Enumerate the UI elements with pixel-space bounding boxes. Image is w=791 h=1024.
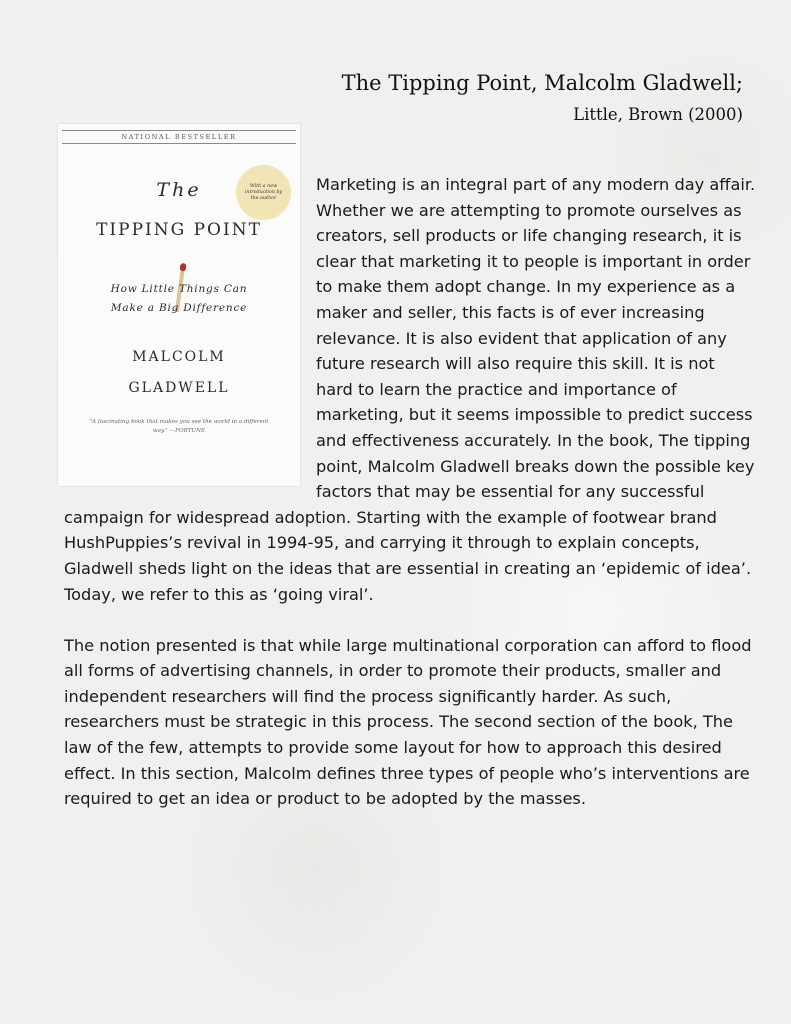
cover-float-spacer [64,172,316,492]
paragraph-1: Marketing is an integral part of any modern day affair. Whether we are attempting to promote ourselves as creators, sell products or life changing research, it is clear that marketing it to people is important in order to make them adopt change. In my experience as a maker and seller, this facts is of ever increasing relevance. It is also evident that application of any future research will also require this skill. It is not hard to learn the practice and importance of marketing, but it seems impossible to predict success and effectiveness accurately. In the book, The tipping point, Malcolm Gladwell breaks down the possible key factors that may be essential for any successful campaign for widespread adoption. Starting with the example of footwear brand HushPuppies’s revival in 1994-95, and carrying it through to explain concepts, Gladwell sheds light on the ideas that are essential in creating an ‘epidemic of idea’. Today, we refer to this as ‘going viral’. [64,175,756,604]
cover-author-last: GLADWELL [128,380,230,396]
cover-tagline-line1: How Little Things Can [110,283,248,295]
cover-bestseller-banner: NATIONAL BESTSELLER [62,130,296,144]
cover-quote: "A fascinating book that makes you see the world in a different way." —FORTUNE [89,419,269,434]
paragraph-2: The notion presented is that while large multinational corporation can afford to flood all forms of advertising channels, in order to promote their products, smaller and independent researchers will find the process significantly harder. As such, researchers must be strategic in this process. The second section of the book, The law of the few, attempts to provide some layout for how to approach this desired effect. In this section, Malcolm defines three types of people who’s interventions are required to get an idea or product to be adopted by the masses. [64,635,752,809]
body-text [64,172,756,812]
document-header [342,66,743,130]
cover-seal-text: With a new introduction by the author [244,183,283,201]
cover-tagline-line2: Make a Big Difference [110,302,248,314]
cover-title-the: The [156,179,202,201]
cover-author-first: MALCOLM [132,349,226,365]
book-citation-publisher: Little, Brown (2000) [573,105,743,124]
cover-title: TIPPING POINT [96,220,262,240]
book-citation-title: The Tipping Point, Malcolm Gladwell; [341,71,743,95]
